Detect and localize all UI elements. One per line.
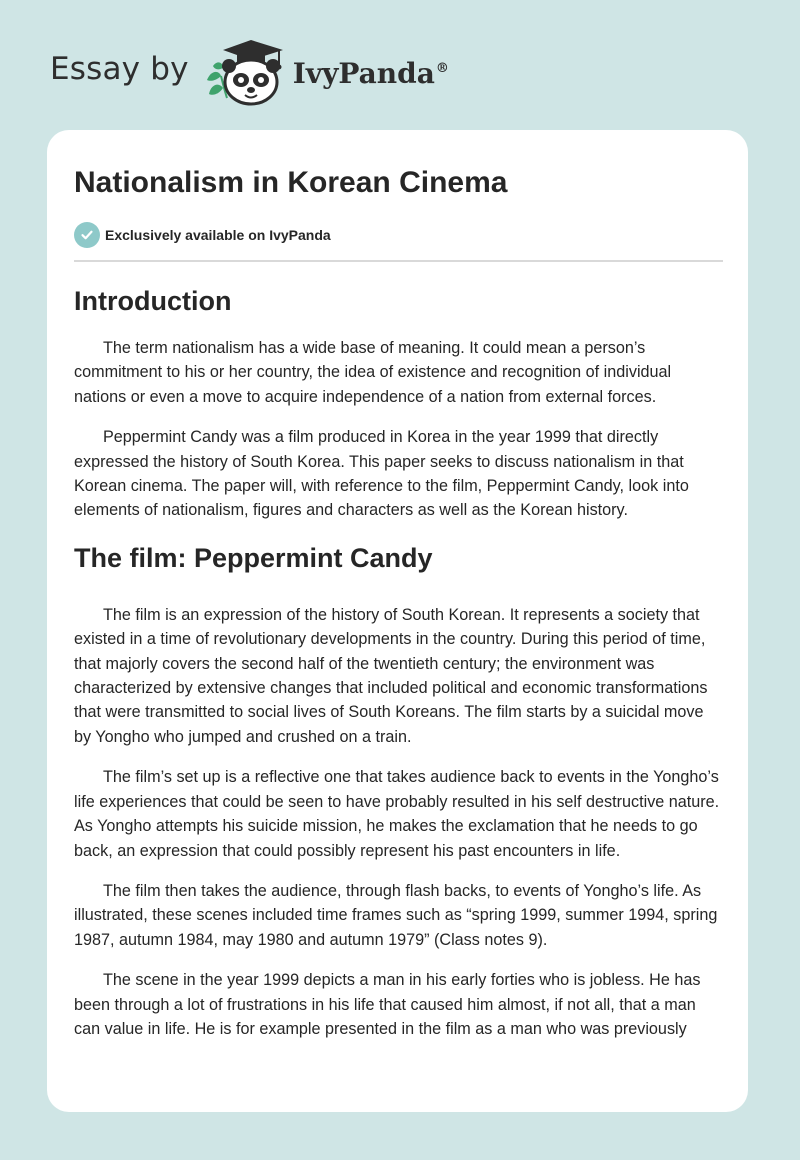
paragraph: The film then takes the audience, through flash backs, to events of Yongho’s life. As illustrated, these scenes included time frames such as “spring 1999, summer 1994, spring 1987, autumn 1984, may 1980 and autumn 1979” (Class notes 9). [74,881,718,949]
title-divider [74,260,723,262]
paragraph: The film’s set up is a reflective one that takes audience back to events in the Yongho’s life experiences that could be seen to have probably resulted in his self destructive nature. As Yongho attempts his suicide mission, he makes the exclamation that he needs to go back, an expression that could possibly represent his past encounters in life. [74,768,720,860]
essay-card [47,130,748,1112]
section-heading-introduction: Introduction [74,286,232,316]
panda-graduation-cap-icon[interactable] [203,36,289,108]
paragraph: The film is an expression of the history of South Korean. It represents a society that existed in a time of revolutionary developments in the country. During this period of time, that majorly covers the second half of the twentieth century; the environment was characterized by extensive changes that included political and economic transformations that were transmitted to social lives of South Koreans. The film starts by a suicidal move by Yongho who jumped and crushed on a train. [74,605,708,746]
section-heading-film: The film: Peppermint Candy [74,542,433,573]
exclusive-badge-label: Exclusively available on IvyPanda [105,227,331,243]
site-header [50,36,449,108]
check-circle-icon [74,222,100,248]
essay-body [74,282,723,1057]
brand-name[interactable]: IvyPanda® [292,56,449,90]
paragraph: Peppermint Candy was a film produced in Korea in the year 1999 that directly expressed the history of South Korea. This paper seeks to discuss nationalism in that Korean cinema. The paper will, with reference to the film, Peppermint Candy, look into elements of nationalism, figures and characters as well as the Korean history. [74,428,689,520]
paragraph: The term nationalism has a wide base of meaning. It could mean a person’s commitment to his or her country, the idea of existence and recognition of individual nations or even a move to acquire independence of a nation from external forces. [74,339,672,406]
page-title: Nationalism in Korean Cinema [74,166,508,199]
essay-by-label: Essay by [50,51,189,87]
exclusive-badge [74,222,331,248]
registered-mark: ® [435,61,449,77]
paragraph: The scene in the year 1999 depicts a man in his early forties who is jobless. He has been through a lot of frustrations in his life that caused him almost, if not all, that a man can value in life. He is for example presented in the film as a man who was previously [74,971,701,1038]
